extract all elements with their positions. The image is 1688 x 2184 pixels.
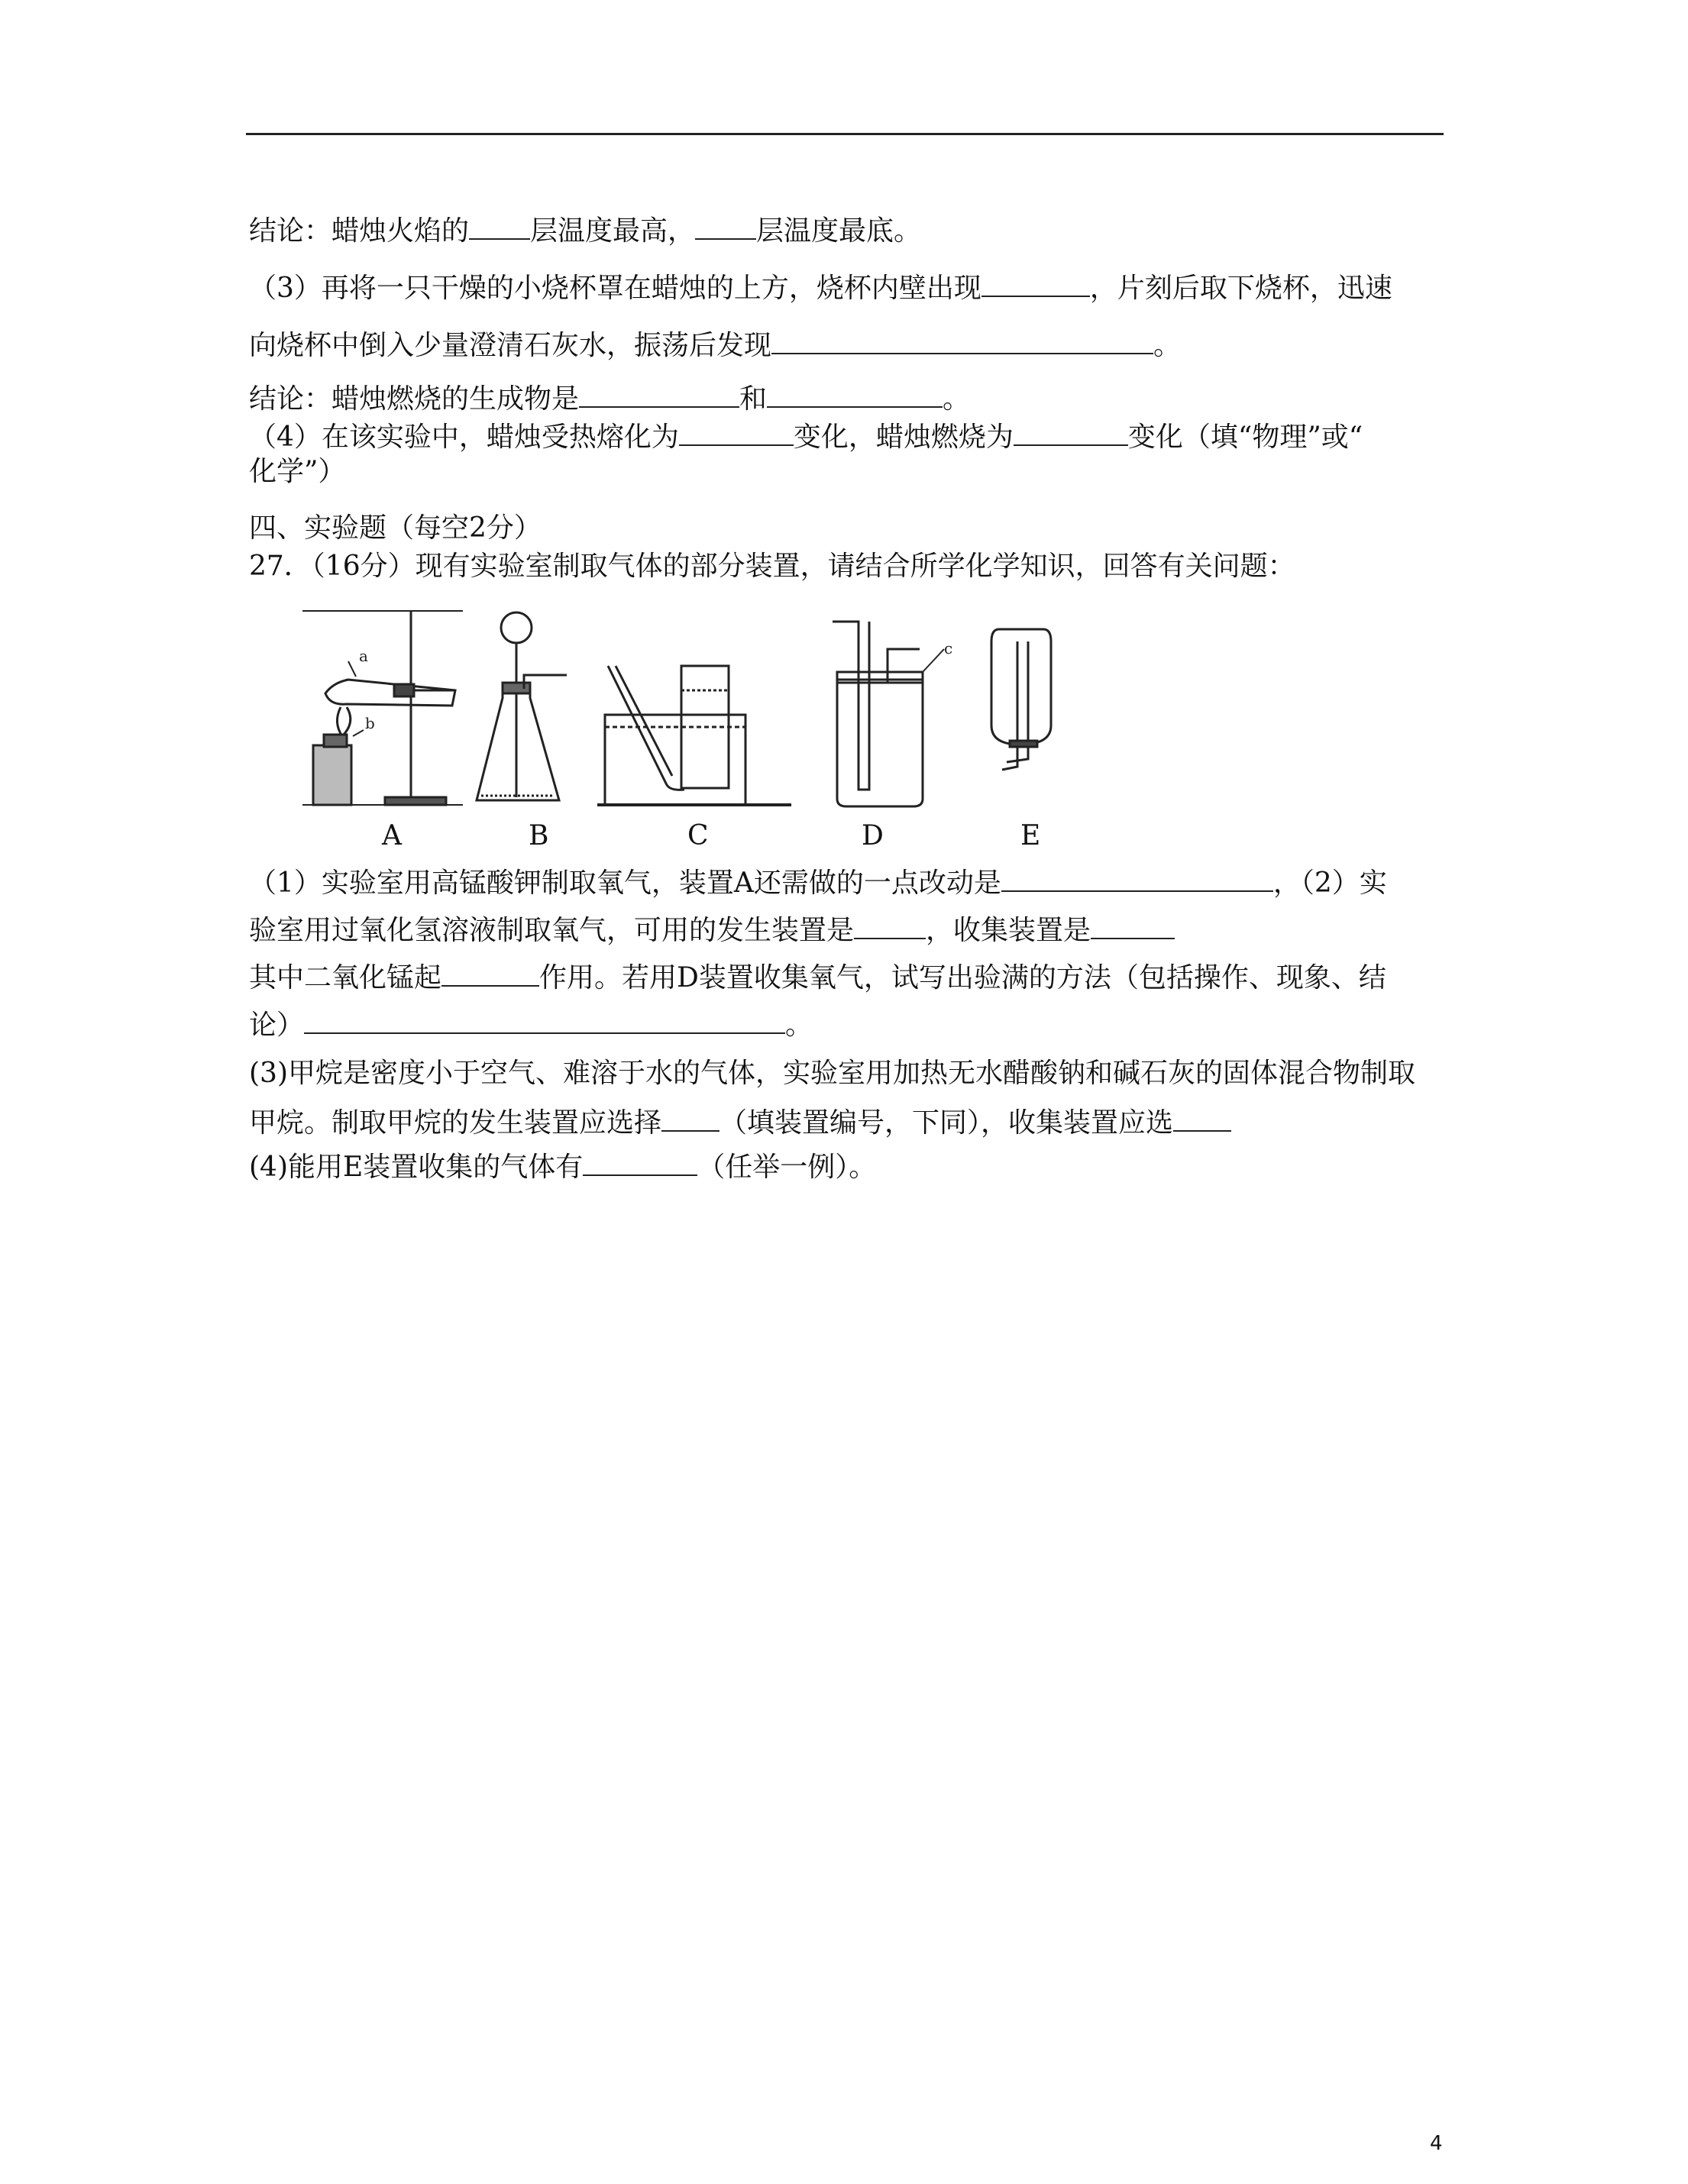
question-27-stem: 27．（16分）现有实验室制取气体的部分装置，请结合所学化学知识，回答有关问题： — [249, 551, 1295, 582]
q27-part1-line: （1）实验室用高锰酸钾制取氧气，装置A还需做的一点改动是 ，（2）实 — [249, 864, 1387, 900]
header-rule — [246, 133, 1444, 135]
blank[interactable] — [1001, 864, 1273, 892]
step3-line2: 向烧杯中倒入少量澄清石灰水，振荡后发现 。 — [249, 327, 1181, 363]
blank[interactable] — [679, 418, 794, 446]
step4-line2: 化学”） — [249, 456, 346, 487]
conclusion-products-line: 结论：蜡烛燃烧的生成物是 和 。 — [249, 380, 970, 416]
q27-part3-line: (3)甲烷是密度小于空气、难溶于水的气体，实验室用加热无水醋酸钠和碱石灰的固体混合物制取 — [249, 1058, 1415, 1089]
blank[interactable] — [441, 959, 539, 987]
label-c: C — [687, 820, 709, 851]
q27-part2-line: 验室用过氧化氢溶液制取氧气，可用的发生装置是 ，收集装置是 — [249, 912, 1175, 948]
q27-part4-line: (4)能用E装置收集的气体有 （任举一例）。 — [249, 1149, 876, 1184]
blank[interactable] — [1091, 912, 1175, 939]
q27-part3-line2: 甲烷。制取甲烷的发生装置应选择 （填装置编号，下同），收集装置应选 — [249, 1104, 1231, 1140]
apparatus-e — [991, 629, 1051, 770]
label-b: B — [529, 820, 549, 851]
apparatus-figure-right — [829, 619, 1059, 809]
section-heading: 四、实验题（每空2分） — [249, 512, 542, 544]
blank[interactable] — [469, 212, 530, 240]
blank[interactable] — [771, 327, 1153, 354]
blank[interactable] — [583, 1149, 697, 1176]
blank[interactable] — [767, 380, 943, 408]
blank[interactable] — [854, 912, 926, 939]
blank[interactable] — [1014, 418, 1128, 446]
blank[interactable] — [579, 380, 739, 408]
label-e: E — [1020, 820, 1041, 851]
step3-line: （3）再将一只干燥的小烧杯罩在蜡烛的上方，烧杯内壁出现 ，片刻后取下烧杯，迅速 — [249, 270, 1392, 305]
blank[interactable] — [661, 1104, 720, 1132]
page-number: 4 — [1430, 2132, 1443, 2155]
label-a-small: a — [359, 647, 368, 665]
q27-part2-line2: 其中二氧化锰起 作用。若用D装置收集氧气，试写出验满的方法（包括操作、现象、结 — [249, 959, 1386, 995]
blank[interactable] — [981, 270, 1090, 297]
label-c-small: c — [944, 639, 953, 657]
apparatus-b — [477, 612, 567, 800]
apparatus-figure — [302, 600, 819, 809]
blank[interactable] — [1173, 1104, 1231, 1132]
label-b-small: b — [365, 714, 375, 732]
blank[interactable] — [304, 1006, 785, 1034]
step4-line: （4）在该实验中，蜡烛受热熔化为 变化，蜡烛燃烧为 变化（填“物理”或“ — [249, 418, 1363, 454]
blank[interactable] — [695, 212, 756, 240]
apparatus-c — [597, 666, 791, 805]
label-d: D — [862, 820, 884, 851]
apparatus-a — [302, 611, 463, 805]
label-a: A — [382, 820, 402, 851]
q27-part2-line3: 论） 。 — [249, 1006, 813, 1042]
conclusion-flame-line: 结论：蜡烛火焰的 层温度最高， 层温度最底。 — [249, 212, 921, 248]
apparatus-d — [833, 622, 944, 806]
